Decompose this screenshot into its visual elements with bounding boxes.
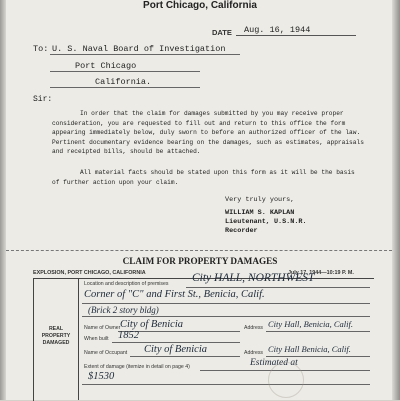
location-underline-2 bbox=[82, 303, 370, 304]
occupant-address-underline bbox=[266, 356, 370, 357]
valediction: Very truly yours, bbox=[225, 196, 295, 204]
salutation: Sir: bbox=[33, 95, 53, 104]
extent-value-2[interactable]: $1530 bbox=[88, 371, 115, 382]
signer-title: Recorder bbox=[225, 227, 258, 235]
occupant-address-label: Address bbox=[244, 350, 264, 356]
location-value-2[interactable]: Corner of "C" and First St., Benicia, Calif. bbox=[84, 289, 265, 300]
occupant-value[interactable]: City of Benicia bbox=[144, 344, 207, 355]
when-built-label: When built bbox=[84, 336, 109, 342]
material-facts-paragraph: All material facts should be stated upon this form as it will be the basis of further action upon your claim. bbox=[52, 169, 355, 186]
addressee-underline-2 bbox=[50, 71, 200, 72]
addressee-line-2: Port Chicago bbox=[75, 61, 137, 71]
location-underline-1 bbox=[186, 287, 370, 288]
addressee-line-3: California. bbox=[95, 77, 152, 87]
faint-seal-stamp bbox=[268, 362, 304, 398]
date-label: DATE bbox=[212, 28, 232, 37]
claim-form-incident: EXPLOSION, PORT CHICAGO, CALIFORNIA bbox=[33, 270, 146, 276]
occupant-address-value[interactable]: City Hall Benicia, Calif. bbox=[268, 344, 351, 354]
when-built-underline bbox=[112, 342, 240, 343]
letterhead: Port Chicago, California bbox=[143, 0, 257, 11]
page-edge-right bbox=[392, 0, 400, 400]
occupant-label: Name of Occupant bbox=[84, 350, 128, 356]
extent-value-1[interactable]: Estimated at bbox=[250, 358, 298, 368]
location-underline-3 bbox=[82, 316, 370, 317]
claim-form-divider bbox=[78, 278, 79, 400]
date-value: Aug. 16, 1944 bbox=[244, 25, 311, 35]
signer-rank: Lieutenant, U.S.N.R. bbox=[225, 218, 307, 226]
when-built-value[interactable]: 1852 bbox=[118, 330, 139, 341]
location-value-3[interactable]: (Brick 2 story bldg) bbox=[88, 305, 159, 315]
section-label: REAL PROPERTY DAMAGED bbox=[41, 326, 71, 346]
date-underline bbox=[236, 35, 356, 36]
addressee-underline-3 bbox=[50, 87, 200, 88]
owner-address-label: Address bbox=[244, 325, 264, 331]
addressee-underline-1 bbox=[50, 54, 240, 55]
instruction-paragraph: In order that the claim for damages submitted by you may receive proper consideration, you are requested to fill out and return to this office the form appearing immediately below, duly sworn to before an authorized officer of the law. Pertinent documentary evidence bearing on the damages, such as estimates, appraisals and receipted bills, should be attached. bbox=[52, 110, 364, 155]
owner-label: Name of Owner bbox=[84, 325, 121, 331]
extent-label: Extent of damage (itemize in detail on page 4) bbox=[84, 364, 190, 370]
owner-address-underline bbox=[266, 331, 370, 332]
cut-divider bbox=[6, 250, 392, 251]
addressee-line-1: U. S. Naval Board of Investigation bbox=[52, 44, 226, 54]
page-edge-left bbox=[0, 0, 6, 400]
location-label: Location and description of premises bbox=[84, 281, 169, 287]
location-value-1[interactable]: City HALL, NORTHWEST bbox=[192, 272, 315, 284]
claim-form-title: CLAIM FOR PROPERTY DAMAGES bbox=[122, 256, 278, 266]
claim-form-incident-date: July 17, 1944—10:19 P. M. bbox=[288, 270, 354, 276]
occupant-underline bbox=[130, 356, 240, 357]
extent-underline-2 bbox=[82, 384, 370, 385]
signer-name: WILLIAM S. KAPLAN bbox=[225, 209, 295, 217]
owner-value[interactable]: City of Benicia bbox=[120, 319, 183, 330]
to-label: To: bbox=[33, 44, 49, 54]
owner-address-value[interactable]: City Hall, Benicia, Calif. bbox=[268, 319, 353, 329]
